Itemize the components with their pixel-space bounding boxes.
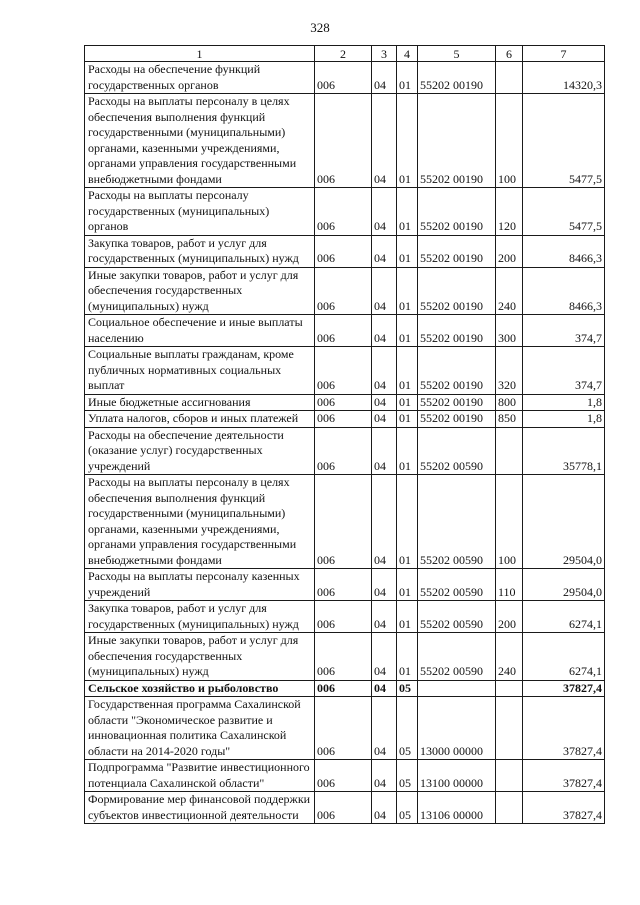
row-code-admin: 006 [315, 633, 372, 681]
row-description: Расходы на выплаты персоналу в целях обеспечения выполнения функций государственными (муниципальными) органами, казенными учреждениями, органами управления государственными внебюджетными фондами [85, 94, 315, 188]
row-code-subsection: 01 [397, 601, 418, 633]
row-code-subsection: 01 [397, 411, 418, 428]
row-code-section: 04 [372, 62, 397, 94]
header-cell: 2 [315, 46, 372, 62]
row-code-subsection: 01 [397, 475, 418, 569]
row-code-expense-type [496, 697, 523, 760]
row-description: Иные закупки товаров, работ и услуг для обеспечения государственных (муниципальных) нужд [85, 633, 315, 681]
row-amount: 374,7 [523, 315, 605, 347]
table-row [85, 680, 605, 697]
row-code-expense-type: 120 [496, 188, 523, 236]
row-code-subsection: 01 [397, 62, 418, 94]
row-code-section: 04 [372, 475, 397, 569]
table-row [85, 569, 605, 601]
table-row [85, 760, 605, 792]
row-code-expense-type [496, 62, 523, 94]
row-code-admin: 006 [315, 235, 372, 267]
row-amount: 1,8 [523, 411, 605, 428]
table-row [85, 188, 605, 236]
row-description: Сельское хозяйство и рыболовство [85, 680, 315, 697]
row-code-section: 04 [372, 680, 397, 697]
row-code-section: 04 [372, 315, 397, 347]
row-code-admin: 006 [315, 569, 372, 601]
row-code-expense-type: 300 [496, 315, 523, 347]
row-amount: 37827,4 [523, 760, 605, 792]
page-number: 328 [310, 20, 330, 35]
row-code-admin: 006 [315, 680, 372, 697]
row-description: Расходы на выплаты персоналу государственных (муниципальных) органов [85, 188, 315, 236]
row-code-subsection: 01 [397, 188, 418, 236]
header-cell: 3 [372, 46, 397, 62]
row-code-target: 55202 00590 [418, 569, 496, 601]
row-code-expense-type: 240 [496, 267, 523, 315]
row-amount: 37827,4 [523, 680, 605, 697]
row-description: Социальные выплаты гражданам, кроме публичных нормативных социальных выплат [85, 347, 315, 395]
row-description: Закупка товаров, работ и услуг для государственных (муниципальных) нужд [85, 235, 315, 267]
row-description: Расходы на выплаты персоналу в целях обеспечения выполнения функций государственными (муниципальными) органами, казенными учреждениями, органами управления государственными внебюджетными фондами [85, 475, 315, 569]
row-code-section: 04 [372, 633, 397, 681]
table-row [85, 94, 605, 188]
row-code-target: 55202 00190 [418, 267, 496, 315]
row-code-section: 04 [372, 427, 397, 475]
table-row [85, 601, 605, 633]
table-row [85, 235, 605, 267]
row-code-subsection: 01 [397, 235, 418, 267]
row-code-subsection: 01 [397, 633, 418, 681]
row-code-admin: 006 [315, 62, 372, 94]
row-code-subsection: 01 [397, 347, 418, 395]
row-amount: 35778,1 [523, 427, 605, 475]
header-cell: 4 [397, 46, 418, 62]
header-row [85, 46, 605, 62]
row-code-admin: 006 [315, 760, 372, 792]
row-code-section: 04 [372, 347, 397, 395]
row-description: Расходы на обеспечение функций государственных органов [85, 62, 315, 94]
row-code-target: 55202 00190 [418, 188, 496, 236]
row-code-subsection: 05 [397, 697, 418, 760]
row-description: Расходы на обеспечение деятельности (оказание услуг) государственных учреждений [85, 427, 315, 475]
table-row [85, 475, 605, 569]
table-row [85, 792, 605, 824]
row-code-section: 04 [372, 267, 397, 315]
row-code-target: 55202 00190 [418, 94, 496, 188]
row-code-target [418, 680, 496, 697]
row-code-subsection: 01 [397, 94, 418, 188]
table-body [85, 62, 605, 824]
row-code-section: 04 [372, 411, 397, 428]
row-amount: 374,7 [523, 347, 605, 395]
row-code-section: 04 [372, 697, 397, 760]
row-description: Иные бюджетные ассигнования [85, 394, 315, 411]
row-amount: 8466,3 [523, 267, 605, 315]
row-code-target: 55202 00590 [418, 601, 496, 633]
row-code-expense-type: 100 [496, 94, 523, 188]
row-amount: 14320,3 [523, 62, 605, 94]
row-code-expense-type: 240 [496, 633, 523, 681]
table-row [85, 697, 605, 760]
row-code-section: 04 [372, 188, 397, 236]
row-code-target: 13100 00000 [418, 760, 496, 792]
row-amount: 29504,0 [523, 475, 605, 569]
row-code-target: 55202 00190 [418, 347, 496, 395]
row-code-section: 04 [372, 601, 397, 633]
row-code-admin: 006 [315, 792, 372, 824]
row-code-admin: 006 [315, 267, 372, 315]
row-code-section: 04 [372, 94, 397, 188]
row-description: Подпрограмма "Развитие инвестиционного потенциала Сахалинской области" [85, 760, 315, 792]
row-code-subsection: 01 [397, 394, 418, 411]
row-code-expense-type: 110 [496, 569, 523, 601]
row-amount: 5477,5 [523, 94, 605, 188]
row-code-expense-type [496, 680, 523, 697]
row-code-admin: 006 [315, 315, 372, 347]
row-code-section: 04 [372, 394, 397, 411]
row-code-target: 55202 00590 [418, 633, 496, 681]
row-amount: 37827,4 [523, 792, 605, 824]
row-code-subsection: 05 [397, 792, 418, 824]
row-code-admin: 006 [315, 697, 372, 760]
row-amount: 1,8 [523, 394, 605, 411]
row-code-expense-type: 800 [496, 394, 523, 411]
row-amount: 37827,4 [523, 697, 605, 760]
table-row [85, 427, 605, 475]
row-code-target: 55202 00190 [418, 315, 496, 347]
table-row [85, 347, 605, 395]
row-code-admin: 006 [315, 475, 372, 569]
row-description: Расходы на выплаты персоналу казенных учреждений [85, 569, 315, 601]
row-code-target: 13000 00000 [418, 697, 496, 760]
header-cell: 7 [523, 46, 605, 62]
row-code-expense-type: 200 [496, 235, 523, 267]
row-code-section: 04 [372, 760, 397, 792]
row-code-expense-type: 850 [496, 411, 523, 428]
row-code-subsection: 01 [397, 427, 418, 475]
budget-table [84, 45, 605, 824]
table-row [85, 62, 605, 94]
row-amount: 6274,1 [523, 601, 605, 633]
row-code-expense-type [496, 792, 523, 824]
row-code-expense-type [496, 760, 523, 792]
header-cell: 5 [418, 46, 496, 62]
row-code-admin: 006 [315, 188, 372, 236]
table-row [85, 315, 605, 347]
row-code-admin: 006 [315, 394, 372, 411]
row-code-admin: 006 [315, 601, 372, 633]
row-amount: 29504,0 [523, 569, 605, 601]
row-code-target: 55202 00190 [418, 411, 496, 428]
row-description: Государственная программа Сахалинской области "Экономическое развитие и инновационная политика Сахалинской области на 2014-2020 годы" [85, 697, 315, 760]
row-amount: 8466,3 [523, 235, 605, 267]
row-code-subsection: 01 [397, 569, 418, 601]
table-row [85, 633, 605, 681]
row-code-subsection: 05 [397, 680, 418, 697]
table-row [85, 267, 605, 315]
row-code-subsection: 01 [397, 315, 418, 347]
row-code-expense-type: 100 [496, 475, 523, 569]
row-code-target: 55202 00590 [418, 427, 496, 475]
row-code-admin: 006 [315, 94, 372, 188]
row-code-expense-type: 320 [496, 347, 523, 395]
header-cell: 6 [496, 46, 523, 62]
row-code-expense-type [496, 427, 523, 475]
row-code-target: 55202 00590 [418, 475, 496, 569]
row-code-target: 55202 00190 [418, 235, 496, 267]
row-amount: 6274,1 [523, 633, 605, 681]
row-code-admin: 006 [315, 411, 372, 428]
row-description: Социальное обеспечение и иные выплаты населению [85, 315, 315, 347]
row-amount: 5477,5 [523, 188, 605, 236]
row-code-section: 04 [372, 569, 397, 601]
header-cell: 1 [85, 46, 315, 62]
row-code-section: 04 [372, 792, 397, 824]
row-code-target: 55202 00190 [418, 62, 496, 94]
row-code-subsection: 01 [397, 267, 418, 315]
row-code-subsection: 05 [397, 760, 418, 792]
row-code-target: 13106 00000 [418, 792, 496, 824]
row-code-admin: 006 [315, 427, 372, 475]
row-code-section: 04 [372, 235, 397, 267]
row-description: Закупка товаров, работ и услуг для государственных (муниципальных) нужд [85, 601, 315, 633]
row-code-expense-type: 200 [496, 601, 523, 633]
row-description: Формирование мер финансовой поддержки субъектов инвестиционной деятельности [85, 792, 315, 824]
row-code-admin: 006 [315, 347, 372, 395]
table-row [85, 411, 605, 428]
table-row [85, 394, 605, 411]
row-code-target: 55202 00190 [418, 394, 496, 411]
row-description: Иные закупки товаров, работ и услуг для обеспечения государственных (муниципальных) нужд [85, 267, 315, 315]
row-description: Уплата налогов, сборов и иных платежей [85, 411, 315, 428]
